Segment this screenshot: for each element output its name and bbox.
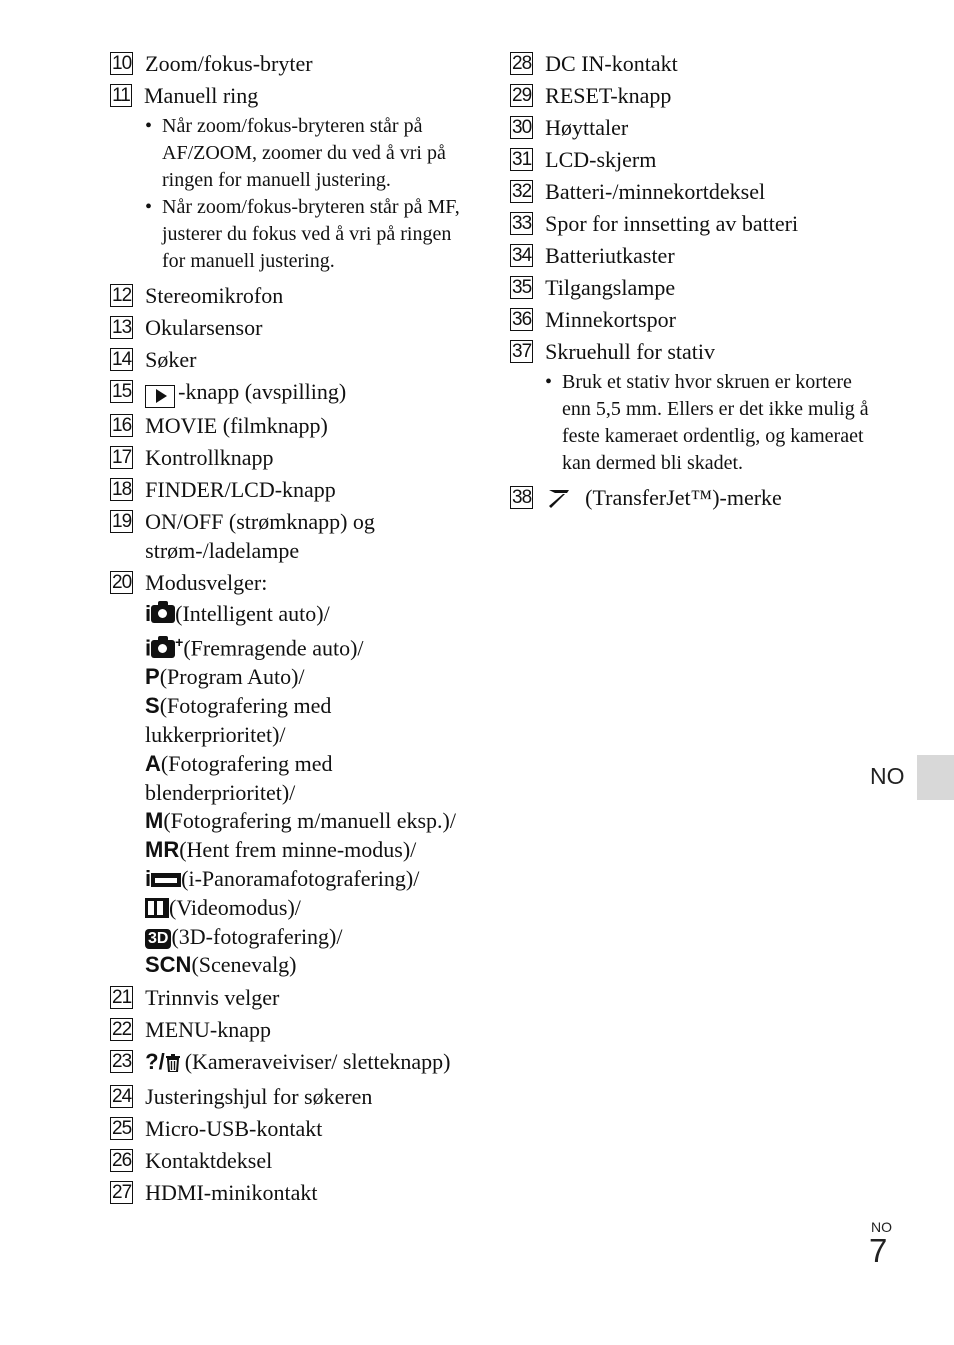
mode-item: A(Fotografering med blenderprioritet)/ bbox=[145, 750, 333, 805]
list-item bbox=[510, 209, 870, 238]
language-tab bbox=[917, 755, 954, 800]
help-icon: ?/ bbox=[145, 1049, 165, 1075]
item-number: 13 bbox=[112, 317, 132, 338]
item-number: 10 bbox=[112, 53, 132, 74]
right-column bbox=[510, 49, 870, 518]
list-item bbox=[110, 345, 470, 374]
list-item bbox=[510, 49, 870, 78]
mode-item: MR(Hent frem minne-modus)/ bbox=[145, 836, 470, 865]
transferjet-icon bbox=[547, 486, 571, 515]
list-item bbox=[110, 443, 470, 472]
list-item bbox=[110, 1178, 470, 1207]
item-label: Manuell ring bbox=[144, 83, 259, 108]
list-item bbox=[110, 49, 470, 78]
memory-recall-icon: MR bbox=[145, 837, 180, 863]
item-label: Kontaktdeksel bbox=[145, 1148, 273, 1174]
mode-item: M(Fotografering m/manuell eksp.)/ bbox=[145, 807, 470, 836]
item-number: 18 bbox=[112, 478, 132, 500]
item-label: Kontrollknapp bbox=[145, 444, 274, 470]
mode-list bbox=[145, 600, 470, 981]
page-language: NO bbox=[871, 1219, 892, 1235]
scene-selection-icon: SCN bbox=[145, 952, 192, 978]
list-item bbox=[110, 1146, 470, 1175]
list-item bbox=[510, 241, 870, 270]
list-item bbox=[110, 568, 470, 597]
item-number: 17 bbox=[112, 446, 132, 468]
item-label: FINDER/LCD-knapp bbox=[145, 476, 336, 502]
item-number: 23 bbox=[112, 1051, 132, 1073]
list-item bbox=[110, 1114, 470, 1143]
item-number: 33 bbox=[512, 213, 532, 234]
list-item bbox=[110, 507, 470, 565]
item-number: 12 bbox=[112, 285, 132, 306]
item-number: 24 bbox=[112, 1086, 132, 1108]
list-item bbox=[110, 81, 470, 110]
item-number: 38 bbox=[512, 487, 532, 508]
mode-item: S(Fotografering med lukkerprioritet)/ bbox=[145, 693, 332, 748]
item-label: MOVIE (filmknapp) bbox=[145, 412, 328, 438]
movie-mode-icon bbox=[145, 898, 169, 918]
page-number: 7 bbox=[869, 1232, 888, 1269]
item-label: Høyttaler bbox=[545, 115, 629, 140]
item-label: Minnekortspor bbox=[545, 307, 676, 332]
item-label: Søker bbox=[145, 347, 197, 372]
list-item bbox=[510, 305, 870, 334]
item-label: Batteriutkaster bbox=[545, 243, 675, 268]
item-label: (Kameraveiviser/ sletteknapp) bbox=[184, 1049, 451, 1075]
left-column bbox=[110, 49, 470, 1210]
note-item: • Bruk et stativ hvor skruen er kortere enn 5,5 mm. Ellers er det ikke mulig å feste kameraet ordentlig, og kameraet kan dermed bli skadet. bbox=[545, 369, 870, 477]
list-item bbox=[110, 313, 470, 342]
3d-icon: 3D bbox=[145, 929, 171, 949]
aperture-priority-icon: A bbox=[145, 750, 161, 776]
note-item: • Når zoom/fokus-bryteren står på AF/ZOOM, zoomer du ved å vri på ringen for manuell justering. bbox=[145, 113, 470, 194]
item-number: 20 bbox=[112, 571, 132, 593]
item-number: 14 bbox=[112, 349, 132, 370]
item-number: 21 bbox=[112, 987, 132, 1009]
item-number: 19 bbox=[112, 510, 132, 532]
item-label: DC IN-kontakt bbox=[545, 51, 678, 76]
superior-auto-icon: i + bbox=[145, 634, 184, 661]
item-label: Batteri-/minnekortdeksel bbox=[545, 179, 766, 204]
intelligent-auto-icon: i bbox=[145, 600, 175, 629]
item-label: -knapp (avspilling) bbox=[178, 379, 347, 404]
item-number: 36 bbox=[512, 309, 532, 330]
item-label: Micro-USB-kontakt bbox=[145, 1116, 323, 1142]
item-number: 31 bbox=[512, 149, 532, 170]
item-label: MENU-knapp bbox=[145, 1017, 272, 1043]
list-item bbox=[110, 983, 470, 1012]
item-number: 11 bbox=[110, 84, 132, 107]
item-label: Stereomikrofon bbox=[145, 283, 284, 308]
item-label: Trinnvis velger bbox=[145, 985, 280, 1011]
mode-item: i (i-Panoramafotografering)/ bbox=[145, 865, 470, 894]
note-list bbox=[145, 113, 470, 275]
mode-item: SCN(Scenevalg) bbox=[145, 951, 470, 980]
item-label: Skruehull for stativ bbox=[545, 339, 716, 364]
list-item bbox=[110, 281, 470, 310]
list-item bbox=[510, 337, 870, 366]
item-label: RESET-knapp bbox=[545, 83, 672, 108]
trash-icon bbox=[165, 1050, 181, 1079]
item-label: Spor for innsetting av batteri bbox=[545, 211, 799, 236]
item-number: 16 bbox=[112, 414, 132, 436]
item-label: Justeringshjul for søkeren bbox=[145, 1084, 373, 1110]
list-item bbox=[510, 113, 870, 142]
note-list bbox=[545, 369, 870, 477]
item-number: 28 bbox=[512, 53, 532, 74]
item-number: 37 bbox=[512, 341, 532, 362]
mode-item: 3D (3D-fotografering)/ bbox=[145, 923, 470, 952]
manual-exposure-icon: M bbox=[145, 808, 164, 834]
item-number: 30 bbox=[512, 117, 532, 138]
item-label: Modusvelger: bbox=[145, 569, 268, 595]
item-number: 35 bbox=[512, 277, 532, 298]
item-number: 34 bbox=[512, 245, 532, 266]
shutter-priority-icon: S bbox=[145, 693, 160, 719]
list-item bbox=[110, 1082, 470, 1111]
mode-item: P(Program Auto)/ bbox=[145, 663, 470, 692]
list-item bbox=[110, 1015, 470, 1044]
program-auto-icon: P bbox=[145, 664, 160, 690]
item-number: 25 bbox=[112, 1118, 132, 1140]
list-item bbox=[510, 145, 870, 174]
item-label: LCD-skjerm bbox=[545, 147, 657, 172]
item-number: 29 bbox=[512, 85, 532, 106]
item-number: 15 bbox=[112, 381, 132, 402]
list-item bbox=[510, 81, 870, 110]
language-tab-label: NO bbox=[870, 763, 905, 789]
item-label: Zoom/fokus-bryter bbox=[145, 51, 313, 76]
mode-item: i (Intelligent auto)/ bbox=[145, 600, 470, 629]
item-label: Okularsensor bbox=[145, 315, 263, 340]
list-item bbox=[510, 483, 870, 515]
mode-item: i +(Fremragende auto)/ bbox=[145, 628, 470, 663]
item-label: Tilgangslampe bbox=[545, 275, 676, 300]
list-item bbox=[510, 177, 870, 206]
list-item bbox=[110, 411, 470, 440]
item-label: HDMI-minikontakt bbox=[145, 1180, 318, 1206]
item-label: (TransferJet™)-merke bbox=[585, 485, 782, 510]
item-number: 26 bbox=[112, 1150, 132, 1172]
item-number: 22 bbox=[112, 1019, 132, 1041]
item-number: 32 bbox=[512, 181, 532, 202]
panorama-icon: i bbox=[145, 865, 181, 894]
note-item: • Når zoom/fokus-bryteren står på MF, justerer du fokus ved å vri på ringen for manuell justering. bbox=[145, 194, 470, 275]
list-item bbox=[110, 377, 470, 408]
list-item bbox=[510, 273, 870, 302]
item-label: ON/OFF (strømknapp) og strøm-/ladelampe bbox=[145, 508, 375, 563]
item-number: 27 bbox=[112, 1182, 132, 1204]
list-item bbox=[110, 475, 470, 504]
playback-icon bbox=[145, 385, 175, 408]
list-item bbox=[110, 1047, 470, 1079]
mode-item: (Videomodus)/ bbox=[145, 894, 470, 923]
